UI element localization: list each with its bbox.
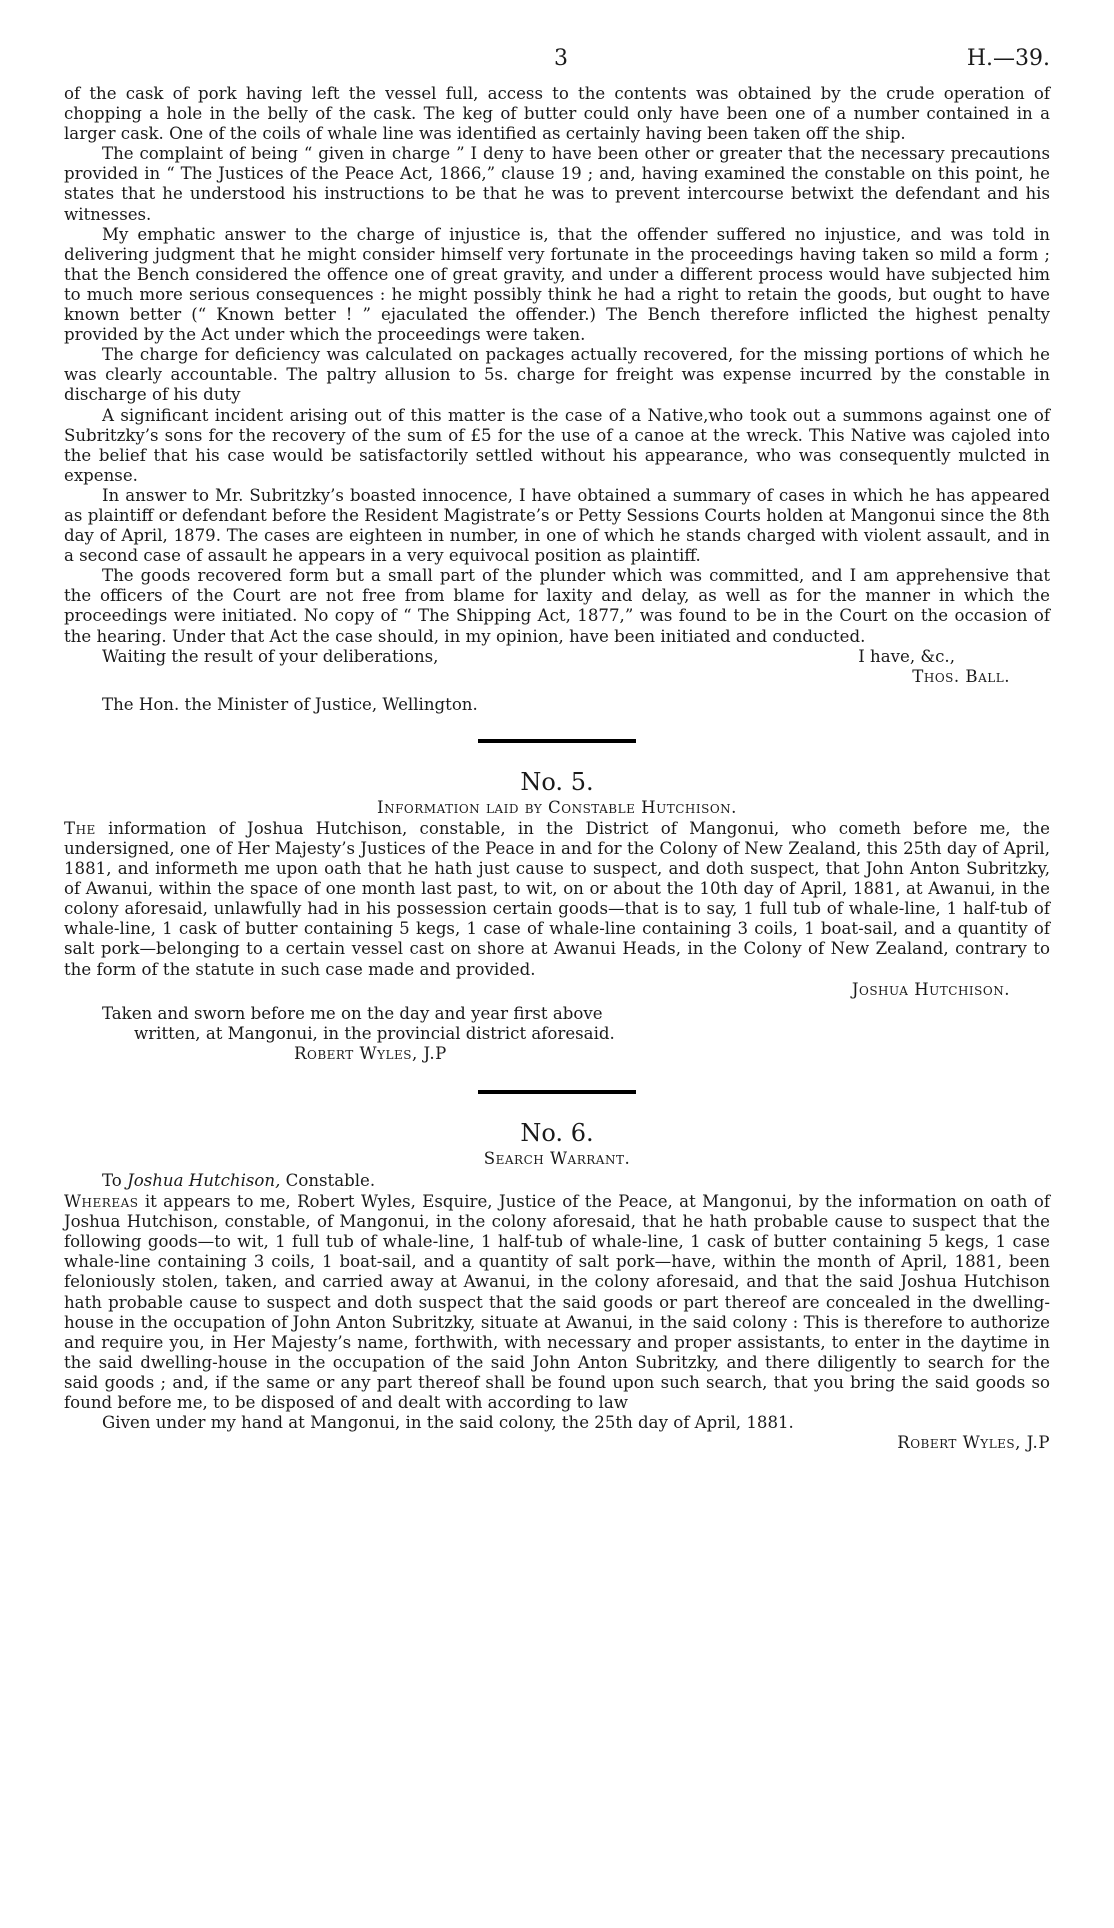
letter-paragraph: My emphatic answer to the charge of injustice is, that the offender suffered no injustice, and was told in delivering judgment that he might consider himself very fortunate in the proceedings having taken so mild a form ; that the Bench considered the offence one of great gravity, and under a different process would have subjected him to much more serious consequences : he might possibly think he had a right to retain the goods, but ought to have known better (“ Known better ! ” ejaculated the offender.) The Bench therefore inflicted the highest penalty provided by the Act under which the proceedings were taken. [64, 224, 1050, 345]
letter-paragraph: The charge for deficiency was calculated on packages actually recovered, for the missing portions of which he was clearly accountable. The paltry allusion to 5s. charge for freight was expense incurred by the constable in discharge of his duty [64, 345, 1050, 405]
lead-word: The [64, 818, 96, 838]
section-divider [478, 739, 636, 743]
warrant-addressee [64, 1170, 1050, 1192]
page-header [64, 44, 1050, 84]
section-subheading: Search Warrant. [483, 1149, 631, 1169]
waiting-line: Waiting the result of your deliberations, [102, 646, 439, 666]
lead-word: Whereas [64, 1192, 139, 1212]
section-no5 [64, 767, 1050, 1064]
given-line: Given under my hand at Mangonui, in the said colony, the 25th day of April, 1881. [102, 1413, 794, 1433]
information-body: information of Joshua Hutchison, constable, in the District of Mangonui, who cometh before me, the undersigned, one of Her Majesty’s Justices of the Peace in and for the Colony of New Zealand, this 25th day of April, 1881, and informeth me upon oath that he hath just cause to suspect, and doth suspect, that John Anton Subritzky, of Awanui, within the space of one month last past, to wit, on or about the 10th day of April, 1881, at Awanui, in the colony aforesaid, unlawfully had in his possession certain goods—that is to say, 1 full tub of whale-line, 1 half-tub of whale-line, 1 cask of butter containing 5 kegs, 1 case of whale-line containing 3 coils, 1 boat-sail, and a quantity of salt pork—belonging to a certain vessel cast on shore at Awanui Heads, in the Colony of New Zealand, contrary to the form of the statute in such case made and provided. [64, 818, 1050, 979]
to-name: Joshua Hutchison, [127, 1171, 281, 1191]
jurat-line: written, at Mangonui, in the provincial district aforesaid. [134, 1023, 615, 1043]
informant-signature: Joshua Hutchison. [851, 979, 1010, 999]
letter-paragraph: A significant incident arising out of this matter is the case of a Native,who took out a summons against one of Subritzky’s sons for the recovery of the sum of £5 for the use of a canoe at the wreck. This Native was cajoled into the belief that his case would be satisfactorily settled without his appearance, who was consequently mulcted in expense. [64, 405, 1050, 485]
letter-closing-row [64, 647, 1050, 667]
closing-line: I have, &c., [858, 646, 955, 666]
section-subheading: Information laid by Constable Hutchison. [377, 797, 737, 817]
letter-section [64, 84, 1050, 715]
section-no6 [64, 1118, 1050, 1453]
letter-addressee: The Hon. the Minister of Justice, Wellington. [102, 694, 478, 714]
to-prefix: To [102, 1171, 122, 1191]
letter-paragraph: of the cask of pork having left the vessel full, access to the contents was obtained by the crude operation of chopping a hole in the belly of the cask. The keg of butter could only have been one of a number contained in a larger cask. One of the coils of whale line was identified as certainly having been taken off the ship. [64, 84, 1050, 144]
section-divider [478, 1090, 636, 1094]
letter-paragraph: The complaint of being “ given in charge ” I deny to have been other or greater that the necessary precautions provided in “ The Justices of the Peace Act, 1866,” clause 19 ; and, having examined the constable on this point, he states that he understood his instructions to be that he was to prevent intercourse betwixt the defendant and his witnesses. [64, 144, 1050, 224]
letter-paragraph: In answer to Mr. Subritzky’s boasted innocence, I have obtained a summary of cases in which he has appeared as plaintiff or defendant before the Resident Magistrate’s or Petty Sessions Courts holden at Mangonui since the 8th day of April, 1879. The cases are eighteen in number, in one of which he stands charged with violent assault, and in a second case of assault he appears in a very equivocal position as plaintiff. [64, 485, 1050, 566]
section-heading: No. 5. [520, 767, 594, 796]
page-number: 3 [554, 46, 568, 71]
warrant-body: it appears to me, Robert Wyles, Esquire, Justice of the Peace, at Mangonui, by the information on oath of Joshua Hutchison, constable, of Mangonui, in the colony aforesaid, that he hath probable cause to suspect that the following goods—to wit, 1 full tub of whale-line, 1 half-tub of whale-line, 1 cask of butter containing 5 kegs, 1 case whale-line containing 3 coils, 1 boat-sail, and a quantity of salt pork—have, within the month of April, 1881, been feloniously stolen, taken, and carried away at Awanui, in the colony aforesaid, and that the said Joshua Hutchison hath probable cause to suspect and doth suspect that the said goods or part thereof are concealed in the dwelling-house in the occupation of John Anton Subritzky, situate at Awanui, in the said colony : This is therefore to authorize and require you, in Her Majesty’s name, forthwith, with necessary and proper assistants, to enter in the daytime in the said dwelling-house in the occupation of the said John Anton Subritzky, and there diligently to search for the said goods ; and, if the same or any part thereof shall be found upon such search, that you bring the said goods so found before me, to be disposed of and dealt with according to law [64, 1192, 1050, 1412]
warrant-signature: Robert Wyles, J.P [897, 1433, 1050, 1453]
paper-reference: H.—39. [966, 46, 1050, 71]
letter-signature: Thos. Ball. [912, 666, 1010, 686]
letter-paragraph: The goods recovered form but a small part of the plunder which was committed, and I am apprehensive that the officers of the Court are not free from blame for laxity and delay, as well as for the manner in which the proceedings were initiated. No copy of “ The Shipping Act, 1877,” was found to be in the Court on the occasion of the hearing. Under that Act the case should, in my opinion, have been initiated and conducted. [64, 566, 1050, 646]
jurat-signature: Robert Wyles, J.P [294, 1043, 447, 1063]
document-page [64, 44, 1050, 1453]
section-heading: No. 6. [520, 1119, 594, 1148]
to-suffix: Constable. [285, 1171, 376, 1191]
jurat-line: Taken and sworn before me on the day and year first above [102, 1003, 603, 1023]
